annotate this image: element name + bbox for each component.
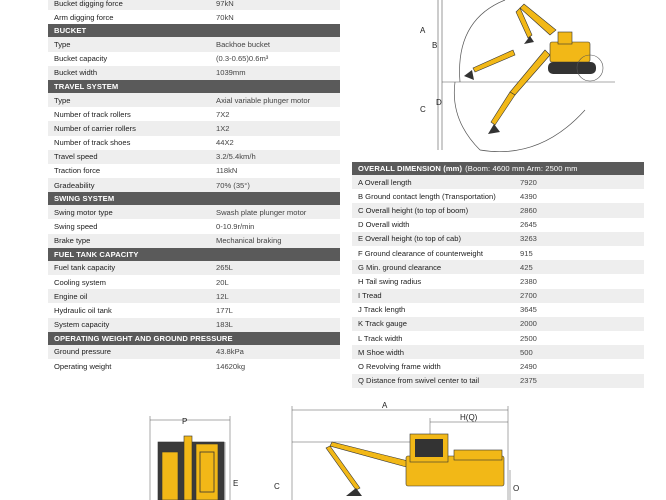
spec-row — [48, 345, 340, 359]
working-range-diagram — [420, 0, 645, 160]
dimension-row — [352, 260, 644, 274]
spec-label: Number of carrier rollers — [54, 123, 136, 133]
overall-dimension-subtitle: (Boom: 4600 mm Arm: 2500 mm — [465, 164, 578, 173]
spec-row — [48, 150, 340, 164]
dimension-label: A Overall length — [358, 177, 412, 187]
dimension-label: C Overall height (to top of boom) — [358, 205, 469, 215]
section-header: OPERATING WEIGHT AND GROUND PRESSURE — [48, 332, 340, 345]
spec-row — [48, 303, 340, 317]
spec-row — [48, 0, 340, 10]
dimension-row — [352, 203, 644, 217]
overall-dimension-rows — [352, 175, 644, 388]
dimension-value: 2000 — [520, 319, 537, 329]
spec-label: Cooling system — [54, 277, 106, 287]
spec-value: 118kN — [216, 166, 238, 176]
dimension-value: 2490 — [520, 362, 537, 372]
diagram-label-b: B — [432, 41, 438, 50]
diagram-label-e: E — [233, 479, 239, 488]
spec-value: 20L — [216, 277, 229, 287]
overall-dimension-title: OVERALL DIMENSION (mm) — [358, 164, 463, 173]
spec-value: Backhoe bucket — [216, 39, 271, 49]
dimension-row — [352, 289, 644, 303]
dimension-label: O Revolving frame width — [358, 362, 441, 372]
spec-label: Travel speed — [54, 152, 98, 162]
dimension-value: 2375 — [520, 376, 537, 386]
spec-label: Ground pressure — [54, 347, 111, 357]
spec-value: 1X2 — [216, 123, 230, 133]
diagram-label-side-o: O — [513, 484, 520, 493]
front-view-diagram — [130, 412, 260, 500]
spec-label: Hydraulic oil tank — [54, 305, 112, 315]
spec-label: Number of track shoes — [54, 138, 131, 148]
spec-table — [48, 0, 340, 373]
spec-row — [48, 107, 340, 121]
spec-row — [48, 93, 340, 107]
spec-value: 97kN — [216, 0, 234, 8]
spec-value: 43.8kPa — [216, 347, 244, 357]
dimension-label: Q Distance from swivel center to tail — [358, 376, 480, 386]
spec-value: Mechanical braking — [216, 236, 282, 246]
spec-value: 177L — [216, 305, 233, 315]
dimension-row — [352, 303, 644, 317]
diagram-label-a: A — [420, 26, 426, 35]
spec-label: Bucket width — [54, 68, 98, 78]
dimension-row — [352, 246, 644, 260]
dimension-value: 3645 — [520, 305, 537, 315]
dimension-label: K Track gauge — [358, 319, 407, 329]
dimension-label: L Track width — [358, 333, 403, 343]
spec-row — [48, 37, 340, 51]
overall-dimension-table — [352, 162, 644, 388]
dimension-value: 7920 — [520, 177, 537, 187]
dimension-row — [352, 374, 644, 388]
dimension-label: E Overall height (to top of cab) — [358, 234, 461, 244]
section-rows — [48, 93, 340, 192]
spec-label: Bucket digging force — [54, 0, 123, 8]
spec-label: Bucket capacity — [54, 54, 108, 64]
spec-sections — [48, 24, 340, 373]
dimension-value: 4390 — [520, 191, 537, 201]
dimension-value: 2380 — [520, 276, 537, 286]
dimension-label: H Tail swing radius — [358, 276, 422, 286]
spec-value: Axial variable plunger motor — [216, 95, 311, 105]
dimension-label: M Shoe width — [358, 347, 405, 357]
side-view-diagram — [270, 398, 526, 500]
spec-value: 183L — [216, 320, 233, 330]
spec-row — [48, 219, 340, 233]
dimension-row — [352, 317, 644, 331]
spec-row — [48, 66, 340, 80]
dimension-label: F Ground clearance of counterweight — [358, 248, 483, 258]
diagram-label-side-c: C — [274, 482, 280, 491]
spec-value: 0-10.9r/min — [216, 222, 255, 232]
spec-row — [48, 52, 340, 66]
spec-value: 7X2 — [216, 109, 230, 119]
spec-label: Brake type — [54, 236, 91, 246]
spec-value: 1039mm — [216, 68, 246, 78]
spec-label: Traction force — [54, 166, 101, 176]
dimension-row — [352, 274, 644, 288]
spec-value: Swash plate plunger motor — [216, 207, 307, 217]
spec-label: Number of track rollers — [54, 109, 131, 119]
spec-row — [48, 275, 340, 289]
dimension-row — [352, 345, 644, 359]
spec-label: Engine oil — [54, 291, 88, 301]
dimension-value: 425 — [520, 262, 533, 272]
dimension-row — [352, 175, 644, 189]
spec-row — [48, 234, 340, 248]
spec-label: Swing motor type — [54, 207, 113, 217]
dimension-row — [352, 232, 644, 246]
dimension-label: G Min. ground clearance — [358, 262, 442, 272]
spec-value: 3.2/5.4km/h — [216, 152, 256, 162]
spec-label: Swing speed — [54, 222, 98, 232]
spec-value: 14620kg — [216, 361, 246, 371]
dimension-label: I Tread — [358, 291, 382, 301]
dimension-label: B Ground contact length (Transportation) — [358, 191, 496, 201]
section-header: TRAVEL SYSTEM — [48, 80, 340, 93]
dimension-row — [352, 218, 644, 232]
dimension-value: 2700 — [520, 291, 537, 301]
dimension-value: 915 — [520, 248, 533, 258]
section-rows — [48, 205, 340, 248]
spec-label: Operating weight — [54, 361, 112, 371]
section-header: BUCKET — [48, 24, 340, 37]
dimension-row — [352, 359, 644, 373]
section-header: SWING SYSTEM — [48, 192, 340, 205]
spec-row — [48, 289, 340, 303]
dimension-row — [352, 331, 644, 345]
diagram-label-side-a: A — [382, 401, 388, 410]
dimension-label: J Track length — [358, 305, 406, 315]
section-rows — [48, 261, 340, 332]
spec-value: 12L — [216, 291, 229, 301]
diagram-label-side-h: H(Q) — [460, 413, 478, 422]
spec-label: Type — [54, 95, 71, 105]
spec-value: 44X2 — [216, 138, 234, 148]
spec-value: 70% (35°) — [216, 180, 250, 190]
spec-row — [48, 359, 340, 373]
section-header: FUEL TANK CAPACITY — [48, 248, 340, 261]
spec-row — [48, 121, 340, 135]
spec-row — [48, 10, 340, 24]
spec-row — [48, 178, 340, 192]
section-rows — [48, 345, 340, 373]
spec-row — [48, 164, 340, 178]
spec-row — [48, 261, 340, 275]
spec-label: Gradeability — [54, 180, 95, 190]
spec-label: Type — [54, 39, 71, 49]
diagram-label-d: D — [436, 98, 442, 107]
dimension-value: 2645 — [520, 220, 537, 230]
dimension-value: 3263 — [520, 234, 537, 244]
dimension-value: 2500 — [520, 333, 537, 343]
diagram-label-c: C — [420, 105, 426, 114]
spec-row — [48, 205, 340, 219]
spec-label: Arm digging force — [54, 12, 114, 22]
spec-row — [48, 318, 340, 332]
spec-value: 265L — [216, 263, 233, 273]
spec-label: Fuel tank capacity — [54, 263, 116, 273]
spec-value: (0.3-0.65)0.6m³ — [216, 54, 269, 64]
overall-dimension-header — [352, 162, 644, 175]
dimension-value: 2860 — [520, 205, 537, 215]
dimension-row — [352, 189, 644, 203]
spec-value: 70kN — [216, 12, 234, 22]
section-rows — [48, 37, 340, 80]
dimension-value: 500 — [520, 347, 533, 357]
spec-label: System capacity — [54, 320, 110, 330]
spec-row — [48, 136, 340, 150]
diagram-label-p: P — [182, 417, 188, 426]
dimension-label: D Overall width — [358, 220, 410, 230]
